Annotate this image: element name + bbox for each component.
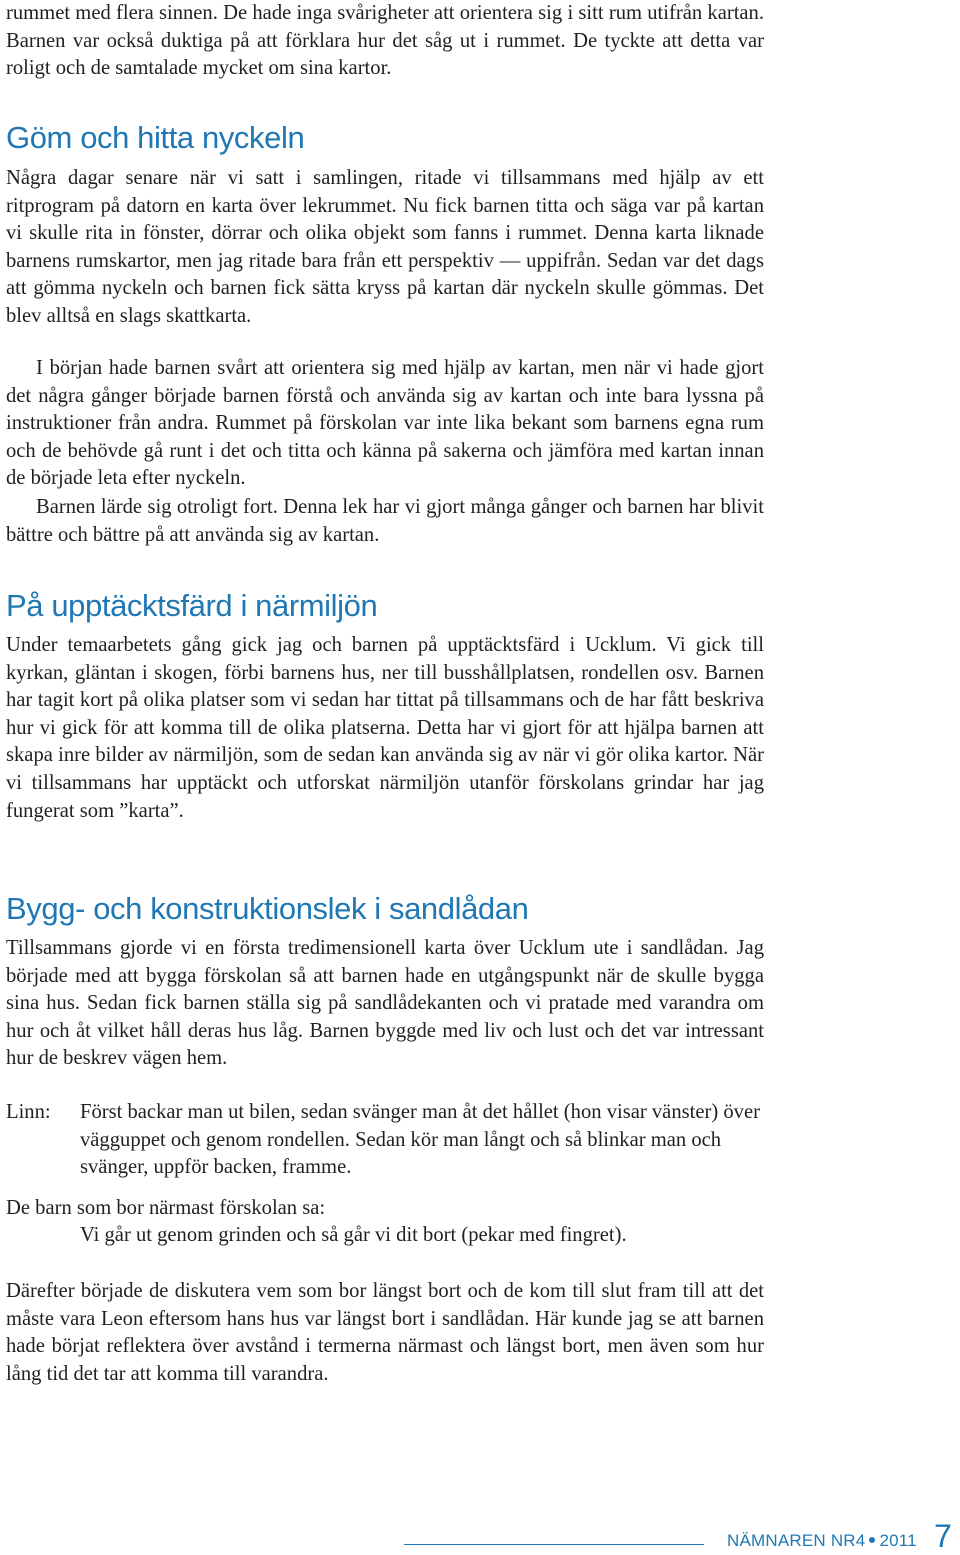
section1-paragraph-3: Barnen lärde sig otroligt fort. Denna lek har vi gjort många gånger och barnen har blivit bättre och bättre på att använda sig av kartan. (6, 496, 764, 546)
section1-paragraph-1: Några dagar senare när vi satt i samlingen, ritade vi tillsammans med hjälp av ett ritprogram på datorn en karta över lekrummet. Nu fick barnen titta och säga var på kartan vi skulle rita in fönster, dörrar och olika objekt som fanns i rummet. Denna karta liknade barnens rumskartor, men jag ritade bara från ett perspektiv — uppifrån. Sedan var det dags att gömma nyckeln och barnen fick sätta kryss på kartan där nyckeln skulle gömmas. Det blev alltså en slags skattkarta. (6, 167, 764, 327)
page-footer (0, 1510, 960, 1554)
section-heading-bygg-och-konstruktionslek: Bygg- och konstruktionslek i sandlådan (6, 891, 529, 926)
section3-paragraph-1: Tillsammans gjorde vi en första tredimensionell karta över Ucklum ute i sandlådan. Jag började med att bygga förskolan så att barnen hade en utgångspunkt när de skulle bygga sina hus. Sedan fick barnen ställa sig på sandlådekanten och vi pratade med varandra om hur och åt vilket håll deras hus låg. Barnen byggde med liv och lust och det var intressant hur de beskrev vägen hem. (6, 937, 764, 1070)
quote-text: Först backar man ut bilen, sedan svänger man åt det hållet (hon visar vänster) över vägguppet och genom rondellen. Sedan kör man långt och så blinkar man och svänger, uppför backen, framme. (80, 1101, 760, 1179)
section-heading-upptacktsfard: På upptäcktsfärd i närmiljön (6, 588, 378, 623)
children-quote: Vi går ut genom grinden och så går vi dit bort (pekar med fingret). (80, 1224, 627, 1246)
section-heading-gom-och-hitta: Göm och hitta nyckeln (6, 120, 305, 155)
quote-speaker: Linn: (6, 1101, 51, 1123)
magazine-issue: NR4 (830, 1531, 866, 1550)
section1-paragraph-2: I början hade barnen svårt att orientera sig med hjälp av kartan, men när vi hade gjort det några gånger började barnen förstå och använda sig av kartan och inte bara lyssna på instruktioner från andra. Rummet på förskolan var inte lika bekant som barnens egna rum och de behövde gå runt i det och titta och känna på sakerna och jämföra med kartan innan de började leta efter nyckeln. (6, 357, 764, 490)
page-number: 7 (934, 1518, 952, 1554)
bullet-dot-icon (869, 1537, 875, 1543)
linn-quote (6, 1099, 764, 1182)
footer-rule (404, 1544, 704, 1545)
intro-paragraph: rummet med flera sinnen. De hade inga svårigheter att orientera sig i sitt rum utifrån kartan. Barnen var också duktiga på att förklara hur det såg ut i rummet. De tyckte att detta var roligt och de samtalade mycket om sina kartor. (6, 2, 764, 80)
section3-paragraph-2: De barn som bor närmast förskolan sa: (6, 1197, 326, 1219)
section2-paragraph-1: Under temaarbetets gång gick jag och barnen på upptäcktsfärd i Ucklum. Vi gick till kyrkan, gläntan i skogen, förbi barnens hus, ner till busshållplatsen, rondellen osv. Barnen har tagit kort på olika platser som vi sedan har tittat på tillsammans och de har fått beskriva hur vi gick för att komma till de olika platserna. Detta har vi gjort för att hjälpa barnen att skapa inre bilder av närmiljön, som de sedan kan använda sig av när vi gör olika kartor. När vi tillsammans har upptäckt och utforskat närmiljön utanför förskolans grindar har jag fungerat som ”karta”. (6, 634, 764, 822)
footer-magazine-name (727, 1531, 917, 1551)
magazine-title: NÄMNAREN (727, 1531, 826, 1550)
magazine-year: 2011 (879, 1531, 917, 1550)
section3-paragraph-3: Därefter började de diskutera vem som bor längst bort och de kom till slut fram till att det måste vara Leon eftersom hans hus var längst bort i sandlådan. Här kunde jag se att barnen hade börjat reflektera över avstånd i termerna närmast och längst bort, men även som hur lång tid det tar att komma till varandra. (6, 1280, 764, 1385)
